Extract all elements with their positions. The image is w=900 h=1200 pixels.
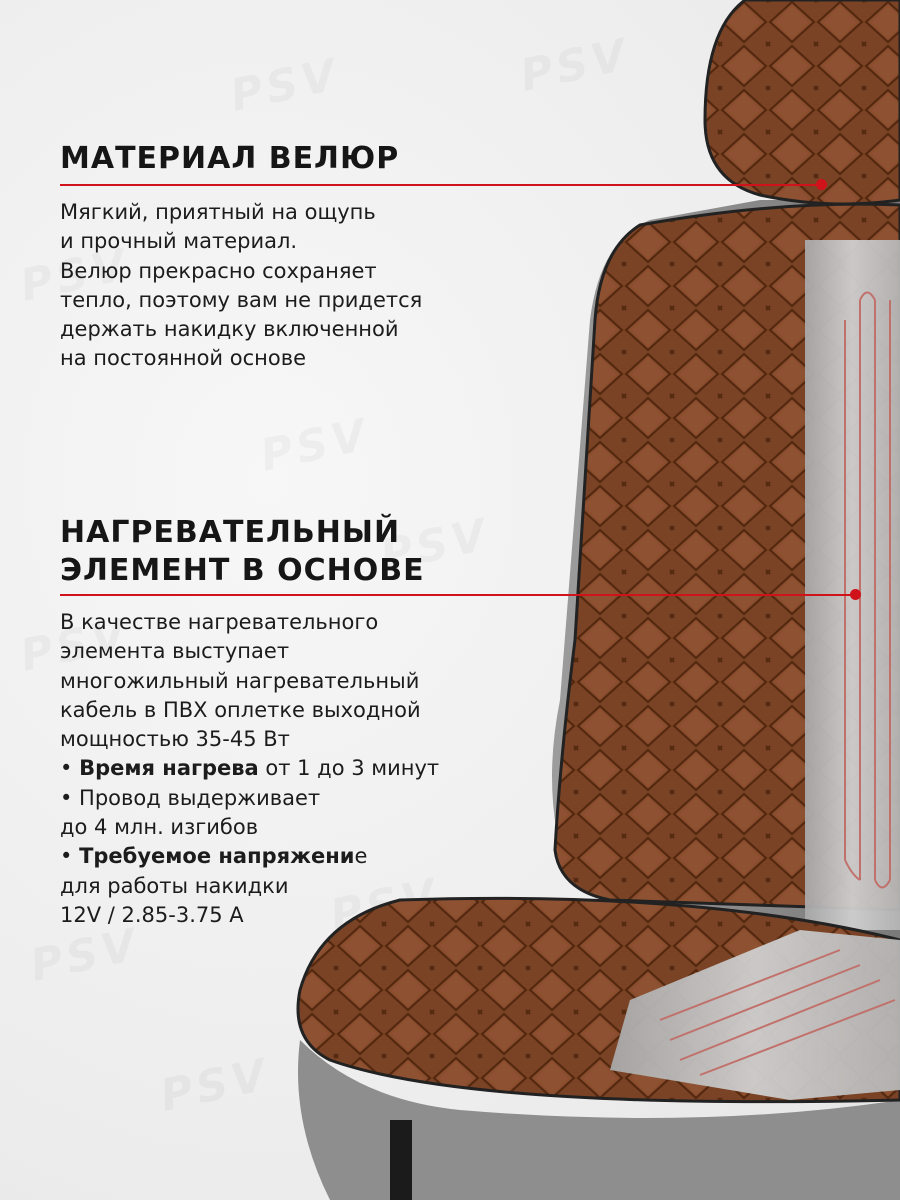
callout-dot-velour: [816, 179, 827, 190]
desc-line: и прочный материал.: [60, 229, 298, 254]
desc-line: 12V / 2.85-3.75 A: [60, 902, 244, 927]
desc-line: на постоянной основе: [60, 346, 307, 371]
callout-dot-heating: [850, 589, 861, 600]
bullet-required-voltage: [60, 842, 439, 871]
desc-line: многожильный нагревательный: [60, 668, 420, 693]
heating-pad-back: [805, 240, 900, 930]
desc-line: мощностью 35-45 Вт: [60, 727, 290, 752]
bullet-heating-time: [60, 754, 439, 783]
section-heating-title-line: ЭЛЕМЕНТ В ОСНОВЕ: [60, 553, 425, 588]
desc-line: держать накидку включенной: [60, 317, 399, 342]
section-heating-title-line: НАГРЕВАТЕЛЬНЫЙ: [60, 515, 401, 550]
section-velour-description: [60, 198, 422, 374]
section-velour-title-text: МАТЕРИАЛ ВЕЛЮР: [60, 141, 400, 176]
bullet-text: от 1 до 3 минут: [258, 756, 440, 781]
section-velour-title: [60, 140, 399, 178]
desc-line: Велюр прекрасно сохраняет: [60, 258, 377, 283]
desc-line: кабель в ПВХ оплетке выходной: [60, 697, 421, 722]
bullet-bold-text: Время нагрева: [79, 756, 259, 781]
callout-line-heating: [60, 594, 856, 596]
bullet-prefix: •: [60, 756, 80, 781]
desc-line: элемента выступает: [60, 639, 290, 664]
bullet-text: е: [354, 844, 368, 869]
headrest-cover: [705, 0, 900, 204]
desc-line: Мягкий, приятный на ощупь: [60, 200, 376, 224]
desc-line: до 4 млн. изгибов: [60, 815, 259, 840]
callout-line-velour: [60, 184, 822, 186]
desc-line: для работы накидки: [60, 873, 289, 898]
bullet-bold-text: Требуемое напряжени: [79, 844, 355, 869]
desc-line: тепло, поэтому вам не придется: [60, 287, 423, 312]
bullet-prefix: •: [60, 844, 80, 869]
bullet-wire-durability: • Провод выдерживает: [60, 785, 321, 810]
strap: [390, 1120, 412, 1200]
section-heating-title: [60, 514, 425, 590]
section-heating-description: [60, 608, 439, 930]
desc-line: В качестве нагревательного: [60, 610, 379, 634]
